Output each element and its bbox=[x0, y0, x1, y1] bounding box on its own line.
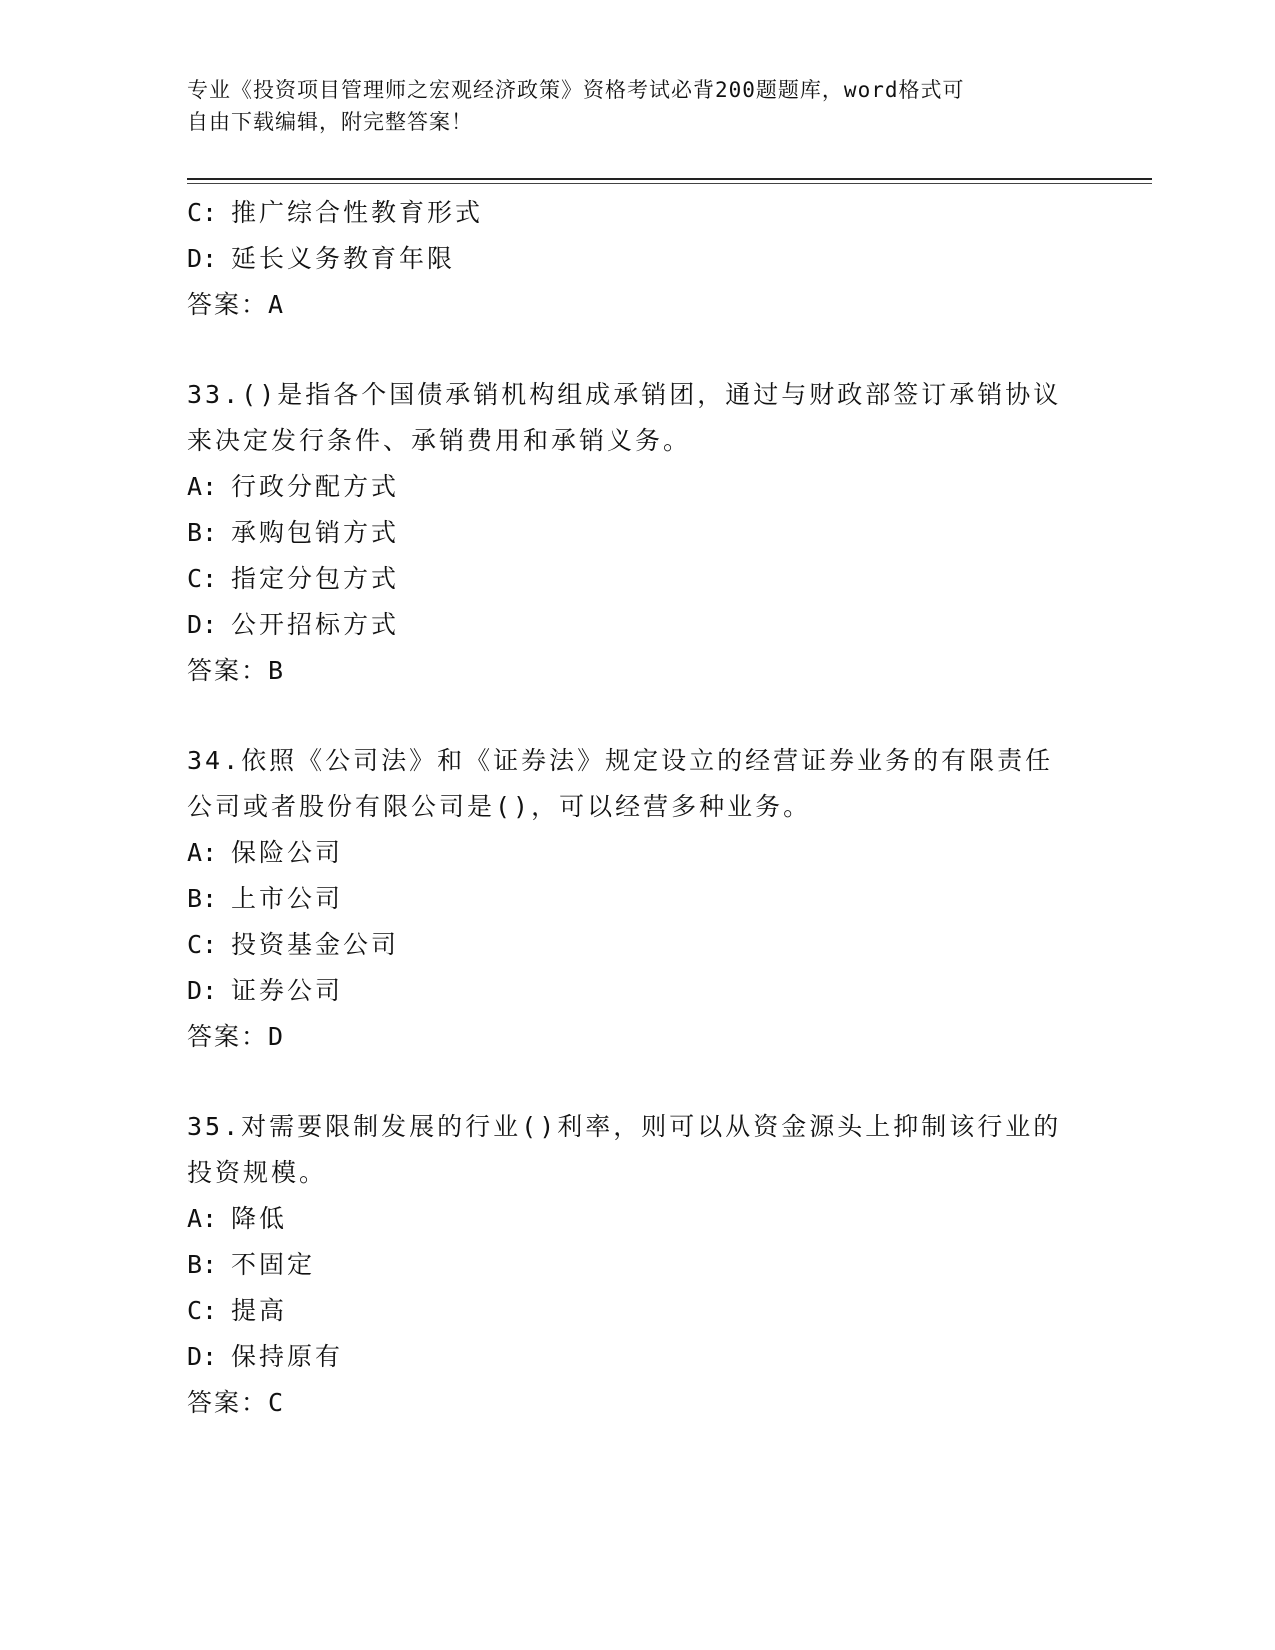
option-label: D: bbox=[187, 976, 218, 1005]
document-body bbox=[187, 190, 1087, 1426]
question-stem-line: 34.依照《公司法》和《证券法》规定设立的经营证券业务的有限责任 bbox=[187, 746, 1054, 775]
option-label: B: bbox=[187, 1250, 218, 1279]
question-stem-line: 35.对需要限制发展的行业()利率，则可以从资金源头上抑制该行业的 bbox=[187, 1112, 1062, 1141]
option-a bbox=[187, 830, 1087, 876]
option-b bbox=[187, 876, 1087, 922]
option-text: 行政分配方式 bbox=[231, 472, 400, 501]
question-stem-line: 来决定发行条件、承销费用和承销义务。 bbox=[187, 426, 692, 455]
answer-prefix: 答案： bbox=[187, 1022, 269, 1051]
option-label: C: bbox=[187, 930, 218, 959]
option-text: 提高 bbox=[231, 1296, 288, 1325]
option-label: A: bbox=[187, 472, 218, 501]
option-c bbox=[187, 922, 1087, 968]
option-text: 保险公司 bbox=[231, 838, 344, 867]
answer-prefix: 答案： bbox=[187, 656, 269, 685]
option-text: 上市公司 bbox=[231, 884, 344, 913]
option-text: 公开招标方式 bbox=[231, 610, 400, 639]
answer-prefix: 答案： bbox=[187, 290, 269, 319]
option-label: C: bbox=[187, 198, 218, 227]
option-d bbox=[187, 1334, 1087, 1380]
option-label: A: bbox=[187, 838, 218, 867]
answer-line bbox=[187, 282, 1087, 328]
answer-line bbox=[187, 1380, 1087, 1426]
option-text: 承购包销方式 bbox=[231, 518, 400, 547]
option-c bbox=[187, 556, 1087, 602]
option-label: D: bbox=[187, 1342, 218, 1371]
option-label: D: bbox=[187, 244, 218, 273]
option-label: B: bbox=[187, 518, 218, 547]
question-block-34 bbox=[187, 738, 1087, 1060]
header-rule bbox=[187, 178, 1152, 180]
option-label: B: bbox=[187, 884, 218, 913]
question-stem-line: 33.()是指各个国债承销机构组成承销团，通过与财政部签订承销协议 bbox=[187, 380, 1062, 409]
header-line-1: 专业《投资项目管理师之宏观经济政策》资格考试必背200题题库，word格式可 bbox=[187, 78, 965, 102]
question-stem-line: 投资规模。 bbox=[187, 1158, 328, 1187]
option-c bbox=[187, 1288, 1087, 1334]
option-b bbox=[187, 510, 1087, 556]
option-c bbox=[187, 190, 1087, 236]
answer-value: A bbox=[268, 290, 286, 319]
option-label: A: bbox=[187, 1204, 218, 1233]
option-b bbox=[187, 1242, 1087, 1288]
question-block-35 bbox=[187, 1104, 1087, 1426]
option-text: 投资基金公司 bbox=[231, 930, 400, 959]
answer-value: C bbox=[268, 1388, 286, 1417]
answer-line bbox=[187, 1014, 1087, 1060]
option-d bbox=[187, 602, 1087, 648]
option-label: C: bbox=[187, 1296, 218, 1325]
option-text: 不固定 bbox=[231, 1250, 316, 1279]
option-label: D: bbox=[187, 610, 218, 639]
question-stem-line: 公司或者股份有限公司是()，可以经营多种业务。 bbox=[187, 792, 812, 821]
option-text: 延长义务教育年限 bbox=[231, 244, 456, 273]
option-text: 指定分包方式 bbox=[231, 564, 400, 593]
answer-prefix: 答案： bbox=[187, 1388, 269, 1417]
option-label: C: bbox=[187, 564, 218, 593]
option-text: 推广综合性教育形式 bbox=[231, 198, 484, 227]
option-a bbox=[187, 1196, 1087, 1242]
page-header bbox=[187, 74, 1067, 138]
header-line-2: 自由下载编辑，附完整答案！ bbox=[187, 110, 473, 134]
option-d bbox=[187, 236, 1087, 282]
answer-value: D bbox=[268, 1022, 286, 1051]
header-rule-thin bbox=[187, 183, 1152, 184]
option-text: 保持原有 bbox=[231, 1342, 344, 1371]
answer-line bbox=[187, 648, 1087, 694]
answer-value: B bbox=[268, 656, 286, 685]
option-d bbox=[187, 968, 1087, 1014]
option-a bbox=[187, 464, 1087, 510]
option-text: 降低 bbox=[231, 1204, 288, 1233]
question-block-33 bbox=[187, 372, 1087, 694]
option-text: 证券公司 bbox=[231, 976, 344, 1005]
question-block-previous bbox=[187, 190, 1087, 328]
